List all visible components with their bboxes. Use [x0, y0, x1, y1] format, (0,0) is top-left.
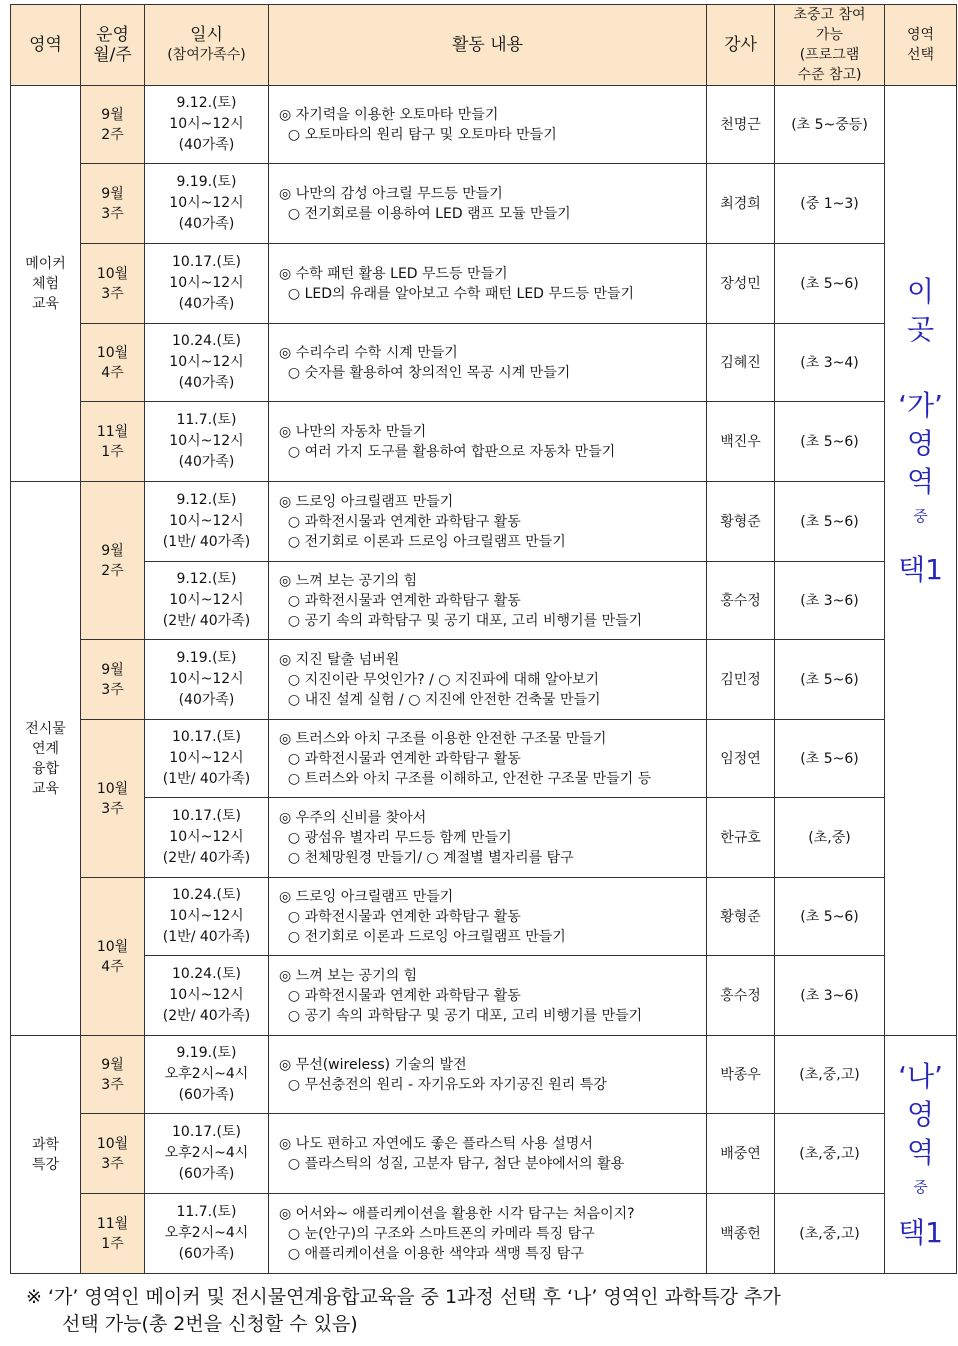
instructor-cell: 백종헌 — [707, 1194, 775, 1274]
header-month-week: 운영 월/주 — [81, 5, 145, 86]
table-row — [11, 798, 957, 878]
instructor-cell: 장성민 — [707, 244, 775, 324]
instructor-cell: 김혜진 — [707, 324, 775, 402]
level-cell: (초 5~6) — [775, 244, 885, 324]
table-row — [11, 1036, 957, 1114]
activity-cell: ◎ 수학 패턴 활용 LED 무드등 만들기 ○ LED의 유래를 알아보고 수학 패턴 LED 무드등 만들기 — [269, 244, 707, 324]
schedule-cell: 10.24.(토) 10시~12시 (1반/ 40가족) — [145, 878, 269, 956]
schedule-cell: 11.7.(토) 오후2시~4시 (60가족) — [145, 1194, 269, 1274]
instructor-cell: 백진우 — [707, 402, 775, 482]
level-cell: (초 5~6) — [775, 402, 885, 482]
schedule-cell: 10.24.(토) 10시~12시 (40가족) — [145, 324, 269, 402]
header-activity: 활동 내용 — [269, 5, 707, 86]
month-week-cell: 9월 3주 — [81, 640, 145, 720]
level-cell: (초,중,고) — [775, 1114, 885, 1194]
area-lecture: 과학 특강 — [11, 1036, 81, 1274]
instructor-cell: 홍수정 — [707, 562, 775, 640]
header-row — [11, 5, 957, 86]
level-cell: (초 5~6) — [775, 482, 885, 562]
footnote-line-2: 선택 가능(총 2번을 신청할 수 있음) — [62, 1313, 358, 1335]
table-row — [11, 956, 957, 1036]
schedule-cell: 10.17.(토) 10시~12시 (1반/ 40가족) — [145, 720, 269, 798]
footnote — [26, 1284, 951, 1338]
schedule-cell: 10.17.(토) 10시~12시 (40가족) — [145, 244, 269, 324]
schedule-cell: 9.12.(토) 10시~12시 (1반/ 40가족) — [145, 482, 269, 562]
level-cell: (초 5~6) — [775, 878, 885, 956]
table-row — [11, 878, 957, 956]
table-row — [11, 640, 957, 720]
schedule-cell: 10.24.(토) 10시~12시 (2반/ 40가족) — [145, 956, 269, 1036]
instructor-cell: 홍수정 — [707, 956, 775, 1036]
month-week-cell: 9월 3주 — [81, 164, 145, 244]
header-datetime: 일시 (참여가족수) — [145, 5, 269, 86]
program-table — [10, 4, 957, 1274]
activity-cell: ◎ 느껴 보는 공기의 힘 ○ 과학전시물과 연계한 과학탐구 활동 ○ 공기 속의 과학탐구 및 공기 대포, 고리 비행기를 만들기 — [269, 562, 707, 640]
level-cell: (초 5~6) — [775, 720, 885, 798]
schedule-cell: 10.17.(토) 오후2시~4시 (60가족) — [145, 1114, 269, 1194]
footnote-line-1: ※ ‘가’ 영역인 메이커 및 전시물연계융합교육을 중 1과정 선택 후 ‘나’ 영역인 과학특강 추가 — [26, 1286, 781, 1308]
schedule-cell: 9.19.(토) 10시~12시 (40가족) — [145, 164, 269, 244]
month-week-cell: 11월 1주 — [81, 402, 145, 482]
level-cell: (초 5~중등) — [775, 86, 885, 164]
header-level: 초중고 참여 가능 (프로그램 수준 참고) — [775, 5, 885, 86]
month-week-cell: 9월 2주 — [81, 482, 145, 640]
header-area: 영역 — [11, 5, 81, 86]
table-row — [11, 86, 957, 164]
activity-cell: ◎ 어서와~ 애플리케이션을 활용한 시각 탐구는 처음이지? ○ 눈(안구)의 구조와 스마트폰의 카메라 특징 탐구 ○ 애플리케이션을 이용한 색약과 색맹 특징 탐구 — [269, 1194, 707, 1274]
activity-cell: ◎ 나만의 감성 아크릴 무드등 만들기 ○ 전기회로를 이용하여 LED 램프 모듈 만들기 — [269, 164, 707, 244]
table-row — [11, 562, 957, 640]
area-maker: 메이커 체험 교육 — [11, 86, 81, 482]
instructor-cell: 박종우 — [707, 1036, 775, 1114]
schedule-cell: 11.7.(토) 10시~12시 (40가족) — [145, 402, 269, 482]
select-area-a: 이 곳 ‘가’ 영 역 중 택1 — [885, 86, 957, 1036]
activity-cell: ◎ 수리수리 수학 시계 만들기 ○ 숫자를 활용하여 창의적인 목공 시계 만들기 — [269, 324, 707, 402]
instructor-cell: 김민정 — [707, 640, 775, 720]
table-row — [11, 402, 957, 482]
table-row — [11, 244, 957, 324]
table-row — [11, 482, 957, 562]
activity-cell: ◎ 나도 편하고 자연에도 좋은 플라스틱 사용 설명서 ○ 플라스틱의 성질, 고분자 탐구, 첨단 분야에서의 활용 — [269, 1114, 707, 1194]
table-row — [11, 720, 957, 798]
month-week-cell: 10월 4주 — [81, 324, 145, 402]
activity-cell: ◎ 드로잉 아크릴램프 만들기 ○ 과학전시물과 연계한 과학탐구 활동 ○ 전기회로 이론과 드로잉 아크릴램프 만들기 — [269, 878, 707, 956]
schedule-cell: 9.12.(토) 10시~12시 (2반/ 40가족) — [145, 562, 269, 640]
level-cell: (초 3~6) — [775, 956, 885, 1036]
activity-cell: ◎ 드로잉 아크릴램프 만들기 ○ 과학전시물과 연계한 과학탐구 활동 ○ 전기회로 이론과 드로잉 아크릴램프 만들기 — [269, 482, 707, 562]
level-cell: (초,중,고) — [775, 1194, 885, 1274]
level-cell: (초 3~4) — [775, 324, 885, 402]
month-week-cell: 10월 3주 — [81, 244, 145, 324]
instructor-cell: 한규호 — [707, 798, 775, 878]
activity-cell: ◎ 트러스와 아치 구조를 이용한 안전한 구조물 만들기 ○ 과학전시물과 연계한 과학탐구 활동 ○ 트러스와 아치 구조를 이해하고, 안전한 구조물 만들기 등 — [269, 720, 707, 798]
activity-cell: ◎ 지진 탈출 넘버원 ○ 지진이란 무엇인가? / ○ 지진파에 대해 알아보기 ○ 내진 설계 실험 / ○ 지진에 안전한 건축물 만들기 — [269, 640, 707, 720]
month-week-cell: 9월 2주 — [81, 86, 145, 164]
instructor-cell: 배중연 — [707, 1114, 775, 1194]
area-exhibit: 전시물 연계 융합 교육 — [11, 482, 81, 1036]
month-week-cell: 11월 1주 — [81, 1194, 145, 1274]
activity-cell: ◎ 자기력을 이용한 오토마타 만들기 ○ 오토마타의 원리 탐구 및 오토마타 만들기 — [269, 86, 707, 164]
header-instructor: 강사 — [707, 5, 775, 86]
level-cell: (초 5~6) — [775, 640, 885, 720]
activity-cell: ◎ 우주의 신비를 찾아서 ○ 광섬유 별자리 무드등 함께 만들기 ○ 천체망원경 만들기/ ○ 계절별 별자리를 탐구 — [269, 798, 707, 878]
month-week-cell: 9월 3주 — [81, 1036, 145, 1114]
month-week-cell: 10월 3주 — [81, 720, 145, 878]
activity-cell: ◎ 무선(wireless) 기술의 발전 ○ 무선충전의 원리 - 자기유도와 자기공진 원리 특강 — [269, 1036, 707, 1114]
month-week-cell: 10월 3주 — [81, 1114, 145, 1194]
table-row — [11, 324, 957, 402]
table-row — [11, 164, 957, 244]
select-area-b: ‘나’ 영 역 중 택1 — [885, 1036, 957, 1274]
table-row — [11, 1114, 957, 1194]
table-row — [11, 1194, 957, 1274]
instructor-cell: 임정연 — [707, 720, 775, 798]
instructor-cell: 황형준 — [707, 878, 775, 956]
level-cell: (초,중) — [775, 798, 885, 878]
activity-cell: ◎ 나만의 자동차 만들기 ○ 여러 가지 도구를 활용하여 합판으로 자동차 만들기 — [269, 402, 707, 482]
schedule-cell: 9.19.(토) 10시~12시 (40가족) — [145, 640, 269, 720]
instructor-cell: 최경희 — [707, 164, 775, 244]
schedule-cell: 9.19.(토) 오후2시~4시 (60가족) — [145, 1036, 269, 1114]
schedule-cell: 10.17.(토) 10시~12시 (2반/ 40가족) — [145, 798, 269, 878]
month-week-cell: 10월 4주 — [81, 878, 145, 1036]
schedule-cell: 9.12.(토) 10시~12시 (40가족) — [145, 86, 269, 164]
level-cell: (중 1~3) — [775, 164, 885, 244]
instructor-cell: 황형준 — [707, 482, 775, 562]
header-select: 영역 선택 — [885, 5, 957, 86]
activity-cell: ◎ 느껴 보는 공기의 힘 ○ 과학전시물과 연계한 과학탐구 활동 ○ 공기 속의 과학탐구 및 공기 대포, 고리 비행기를 만들기 — [269, 956, 707, 1036]
level-cell: (초,중,고) — [775, 1036, 885, 1114]
instructor-cell: 천명근 — [707, 86, 775, 164]
level-cell: (초 3~6) — [775, 562, 885, 640]
